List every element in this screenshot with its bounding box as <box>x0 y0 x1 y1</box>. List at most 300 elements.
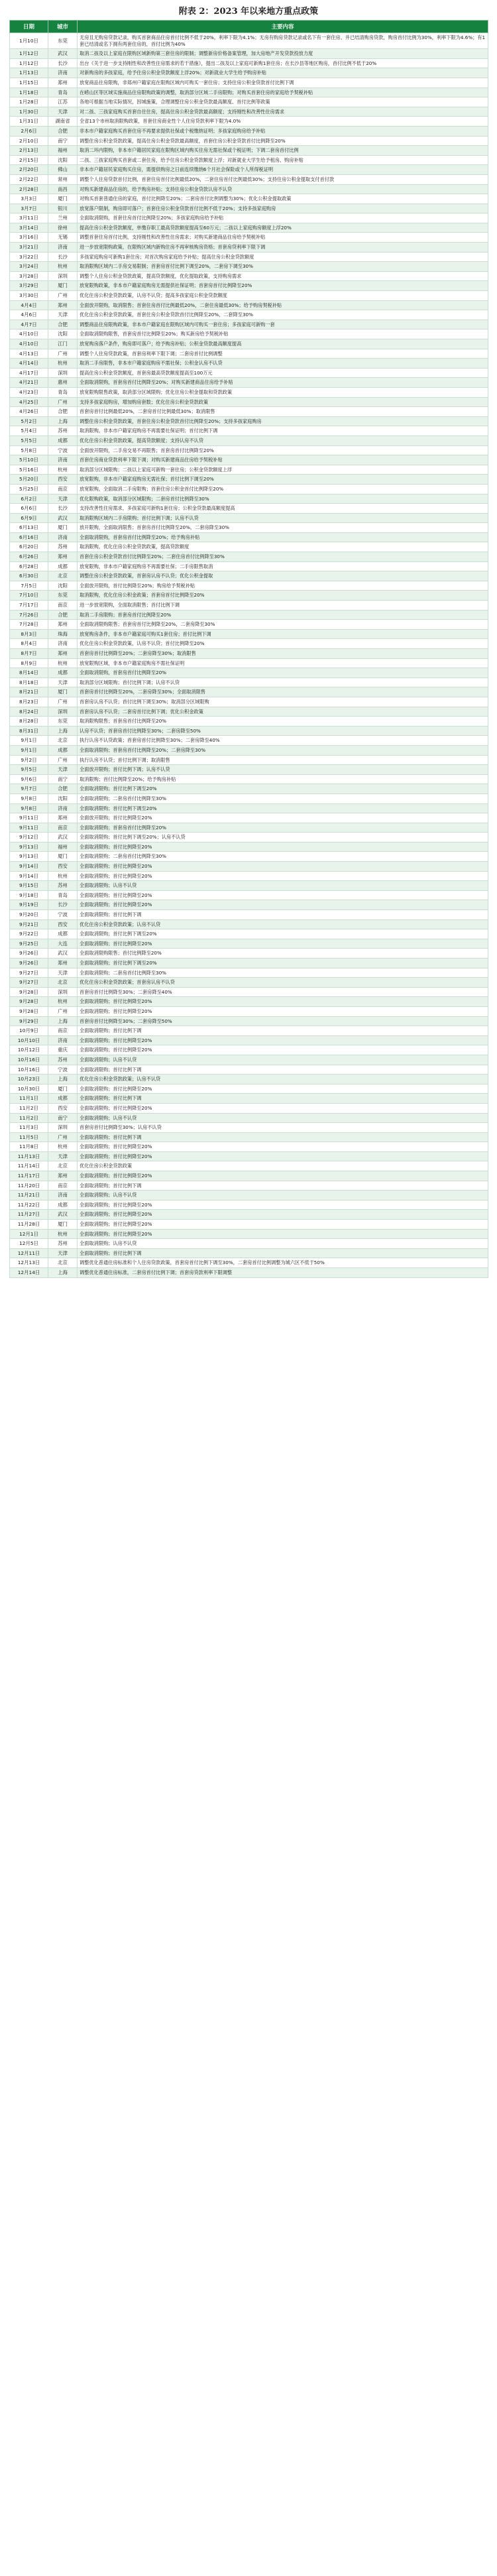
table-row <box>10 1132 488 1142</box>
row-date: 9月28日 <box>10 987 48 997</box>
row-city: 济南 <box>48 639 78 649</box>
table-row <box>10 475 488 485</box>
row-date: 2月6日 <box>10 126 48 136</box>
row-policy-text: 全面取消限购；首付比例下调 <box>78 1026 488 1036</box>
row-city: 长沙 <box>48 252 78 262</box>
table-row <box>10 1220 488 1230</box>
row-city: 南京 <box>48 1181 78 1191</box>
row-policy-text: 全省13个市州取消限购政策，首套住房商业性个人住房贷款利率下限为4.0% <box>78 117 488 127</box>
row-policy-text: 放宽限购政策，非本市户籍家庭购房无需提供社保证明；首套房首付比例降至20% <box>78 281 488 291</box>
row-city: 郑州 <box>48 620 78 630</box>
row-city: 天津 <box>48 765 78 775</box>
table-row <box>10 300 488 310</box>
table-row <box>10 793 488 803</box>
table-row <box>10 571 488 581</box>
row-date: 4月6日 <box>10 310 48 320</box>
table-row <box>10 68 488 78</box>
row-city: 长沙 <box>48 58 78 68</box>
row-city: 西安 <box>48 475 78 485</box>
table-row <box>10 1094 488 1104</box>
row-policy-text: 全面取消限购；首付比例降至20% <box>78 1084 488 1094</box>
table-row <box>10 978 488 988</box>
row-date: 9月28日 <box>10 1006 48 1016</box>
row-city: 武汉 <box>48 1210 78 1220</box>
row-city: 苏州 <box>48 542 78 552</box>
row-policy-text: 优化住房公积金贷款政策，认房不认贷；首付比例降至20% <box>78 639 488 649</box>
row-city: 郑州 <box>48 959 78 968</box>
row-policy-text: 提高住房公积金贷款额度，单缴存职工最高贷款额度提高至60万元；二孩以上家庭购房额度上浮20% <box>78 223 488 233</box>
row-date: 4月10日 <box>10 329 48 339</box>
row-city: 成都 <box>48 668 78 678</box>
row-city: 苏州 <box>48 426 78 436</box>
row-date: 9月27日 <box>10 968 48 978</box>
table-row <box>10 184 488 194</box>
row-city: 成都 <box>48 436 78 445</box>
row-date: 11月5日 <box>10 1132 48 1142</box>
row-city: 福州 <box>48 146 78 156</box>
row-policy-text: 全面取消限购；认房不认贷 <box>78 1191 488 1200</box>
row-city: 厦门 <box>48 523 78 533</box>
row-policy-text: 全面取消限购；首付比例降至20% <box>78 1220 488 1230</box>
row-city: 北京 <box>48 1161 78 1171</box>
row-policy-text: 二孩、三孩家庭购买首套或二套住房，给予住房公积金贷款额度上浮；对新就业大学生给予租房、购房补贴 <box>78 155 488 165</box>
row-date: 9月11日 <box>10 823 48 833</box>
row-policy-text: 对新购房的多孩家庭，给予住房公积金贷款额度上浮20%；对新就业大学生给予购房补贴 <box>78 68 488 78</box>
table-row <box>10 349 488 359</box>
row-city: 湖南省 <box>48 117 78 127</box>
row-policy-text: 进一步放宽限购，全面取消限售；首付比例下调 <box>78 601 488 611</box>
row-city: 广州 <box>48 697 78 707</box>
table-row <box>10 194 488 204</box>
row-date: 1月28日 <box>10 97 48 107</box>
row-city: 厦门 <box>48 281 78 291</box>
row-policy-text: 对二孩、三孩家庭购买首套自住住房，提高住房公积金贷款最高额度；支持刚性和改善性住房需求 <box>78 107 488 117</box>
row-city: 宁波 <box>48 445 78 455</box>
table-row <box>10 310 488 320</box>
row-city: 西安 <box>48 919 78 929</box>
row-city: 济南 <box>48 803 78 813</box>
row-date: 11月14日 <box>10 1161 48 1171</box>
row-date: 8月4日 <box>10 639 48 649</box>
table-row <box>10 1191 488 1200</box>
row-city: 郑州 <box>48 300 78 310</box>
row-date: 10月12日 <box>10 1045 48 1055</box>
row-date: 3月14日 <box>10 223 48 233</box>
row-policy-text: 全面取消限购；首付比例降至20% <box>78 1142 488 1152</box>
table-row <box>10 320 488 329</box>
row-policy-text: 全面放开限购，首付比例降至20%；购房给予契税补贴 <box>78 581 488 591</box>
row-city: 杭州 <box>48 359 78 369</box>
table-row <box>10 629 488 639</box>
table-row <box>10 668 488 678</box>
row-date: 6月16日 <box>10 532 48 542</box>
row-policy-text: 首套房首付比例降至30%；认房不认贷 <box>78 1123 488 1133</box>
row-policy-text: 首套房首付比例最低20%，二套房首付比例最低30%；取消限售 <box>78 407 488 417</box>
row-policy-text: 全面取消限购；首付比例降至20% <box>78 1151 488 1161</box>
row-policy-text: 调整商品住房限购政策，非本市户籍家庭在限购区域内可购买一套住房；多孩家庭可新购一套 <box>78 320 488 329</box>
row-date: 6月6日 <box>10 504 48 514</box>
table-row <box>10 919 488 929</box>
row-date: 4月25日 <box>10 397 48 407</box>
table-row <box>10 291 488 301</box>
row-policy-text: 执行认房不认贷；首付比例下调；取消限售 <box>78 755 488 765</box>
table-row <box>10 890 488 900</box>
table-row <box>10 774 488 784</box>
page-title: 附表 2：2023 年以来地方重点政策 <box>178 7 319 17</box>
row-city: 深圳 <box>48 707 78 717</box>
table-row <box>10 117 488 127</box>
row-policy-text: 全面取消限购；首付比例降至20% <box>78 900 488 910</box>
row-city: 杭州 <box>48 997 78 1007</box>
row-policy-text: 优化限购政策，取消部分区域限购；二套房首付比例降至30% <box>78 494 488 504</box>
row-city: 厦门 <box>48 1084 78 1094</box>
row-policy-text: 取消部分区域限购；二孩以上家庭可新购一套住房；公积金贷款额度上浮 <box>78 465 488 475</box>
table-row <box>10 1035 488 1045</box>
row-date: 10月9日 <box>10 1026 48 1036</box>
row-city: 郑州 <box>48 552 78 562</box>
row-policy-text: 首套房认房不认贷；二套房首付比例下调；优化公积金政策 <box>78 707 488 717</box>
row-date: 9月14日 <box>10 871 48 881</box>
row-city: 郑州 <box>48 649 78 659</box>
table-row <box>10 359 488 369</box>
row-city: 沈阳 <box>48 793 78 803</box>
row-city: 广州 <box>48 755 78 765</box>
table-row <box>10 243 488 253</box>
row-date: 1月12日 <box>10 58 48 68</box>
row-policy-text: 放宽限购限售政策，取消部分区域限购；优化住房公积金提取和贷款政策 <box>78 387 488 397</box>
row-date: 9月8日 <box>10 803 48 813</box>
table-row <box>10 620 488 630</box>
row-city: 武汉 <box>48 513 78 523</box>
row-date: 2月22日 <box>10 174 48 184</box>
row-date: 8月7日 <box>10 649 48 659</box>
table-row <box>10 436 488 445</box>
table-row <box>10 968 488 978</box>
row-policy-text: 全面取消限购；首付比例降至20% <box>78 997 488 1007</box>
row-city: 北京 <box>48 978 78 988</box>
row-city: 武汉 <box>48 49 78 59</box>
row-city: 江门 <box>48 339 78 349</box>
row-policy-text: 全面取消限购；首套房首付比例降至20%；二套房降至30% <box>78 745 488 755</box>
table-row <box>10 707 488 717</box>
row-date: 1月15日 <box>10 78 48 88</box>
table-row <box>10 561 488 571</box>
row-city: 济南 <box>48 68 78 78</box>
row-policy-text: 全面取消限购；首付比例降至20% <box>78 1229 488 1239</box>
row-policy-text: 调整首套住房首付比例，支持刚性和改善性住房需求；对购买新建商品住房给予契税补贴 <box>78 233 488 243</box>
table-row <box>10 1248 488 1258</box>
row-date: 10月30日 <box>10 1084 48 1094</box>
table-row <box>10 1055 488 1065</box>
row-policy-text: 调整个人住房公积金贷款政策，提高贷款额度，优化提取政策，支持购房需求 <box>78 271 488 281</box>
table-row <box>10 997 488 1007</box>
row-date: 6月13日 <box>10 523 48 533</box>
row-date: 9月1日 <box>10 745 48 755</box>
table-row <box>10 1210 488 1220</box>
row-city: 上海 <box>48 1075 78 1084</box>
table-row <box>10 871 488 881</box>
row-policy-text: 全面取消限购，首套房首付比例降至20%；给予购房补贴 <box>78 532 488 542</box>
row-date: 11月27日 <box>10 1210 48 1220</box>
column-header-date: 日期 <box>10 21 48 33</box>
row-date: 4月4日 <box>10 300 48 310</box>
row-city: 江苏 <box>48 97 78 107</box>
row-date: 12月13日 <box>10 1258 48 1268</box>
table-row <box>10 1229 488 1239</box>
row-city: 杭州 <box>48 871 78 881</box>
row-policy-text: 首套房认房不认贷；首付比例下调至30%；取消部分区域限购 <box>78 697 488 707</box>
row-city: 杭州 <box>48 1229 78 1239</box>
row-policy-text: 全面取消限购限售；首套房首付比例降至20%，二套房降至30% <box>78 620 488 630</box>
table-row <box>10 407 488 417</box>
row-date: 5月2日 <box>10 416 48 426</box>
row-date: 3月3日 <box>10 194 48 204</box>
row-date: 4月23日 <box>10 387 48 397</box>
table-row <box>10 58 488 68</box>
row-policy-text: 全面取消限购；二套房首付比例降至30% <box>78 852 488 862</box>
row-policy-text: 放宽购房条件，非本市户籍家庭可购买1套住房；首付比例下调 <box>78 629 488 639</box>
table-row <box>10 881 488 891</box>
row-date: 12月1日 <box>10 1229 48 1239</box>
row-city: 武汉 <box>48 949 78 959</box>
row-policy-text: 全面取消限购，首套房首付比例降至20% <box>78 668 488 678</box>
row-policy-text: 全面取消限购；二套房首付比例降至30% <box>78 793 488 803</box>
row-policy-text: 首套住房公积金贷款首付比例降至20%；二套住房首付比例降至30% <box>78 552 488 562</box>
table-row <box>10 445 488 455</box>
table-row <box>10 397 488 407</box>
row-city: 厦门 <box>48 194 78 204</box>
row-policy-text: 多孩家庭购房可新购1套住房；对首次购房家庭给予补贴；提高住房公积金贷款额度 <box>78 252 488 262</box>
row-city: 天津 <box>48 1151 78 1161</box>
row-policy-text: 取消限购区域内二手房交易限制；首套房首付比例下调至20%，二套房下调至30% <box>78 262 488 272</box>
table-row <box>10 107 488 117</box>
row-city: 东莞 <box>48 33 78 49</box>
row-policy-text: 全面取消限购；首付比例降至20% <box>78 1006 488 1016</box>
table-row <box>10 852 488 862</box>
table-row <box>10 1065 488 1075</box>
table-row <box>10 784 488 794</box>
row-policy-text: 全面取消限购；首付比例下调至20% <box>78 803 488 813</box>
row-date: 9月22日 <box>10 929 48 939</box>
row-policy-text: 出台《关于进一步支持刚性和改善性住房需求的若干措施》，提出二孩及以上家庭可新购1套住房；在长沙县等地区购房，首付比例不低于20% <box>78 58 488 68</box>
row-city: 青岛 <box>48 890 78 900</box>
table-row <box>10 504 488 514</box>
row-city: 北京 <box>48 571 78 581</box>
row-date: 9月1日 <box>10 736 48 746</box>
row-policy-text: 放宽限购，非本市户籍家庭购房无需社保；首付比例下调至20% <box>78 475 488 485</box>
table-row <box>10 1239 488 1249</box>
row-policy-text: 调整住房公积金贷款政策，首套房认房不认贷；优化公积金提取 <box>78 571 488 581</box>
table-row <box>10 987 488 997</box>
row-policy-text: 全面取消限购；首付比例下调 <box>78 1132 488 1142</box>
row-policy-text: 全面取消限购；首付比例降至20% <box>78 939 488 949</box>
table-row <box>10 736 488 746</box>
row-date: 11月2日 <box>10 1113 48 1123</box>
table-row <box>10 126 488 136</box>
table-row <box>10 155 488 165</box>
row-city: 济南 <box>48 243 78 253</box>
row-policy-text: 取消二手房限售，非本市户籍家庭购房不需社保；公积金认房不认贷 <box>78 359 488 369</box>
row-city: 上海 <box>48 726 78 736</box>
row-date: 3月21日 <box>10 243 48 253</box>
row-policy-text: 全面取消限购；二套房首付比例降至30% <box>78 968 488 978</box>
row-date: 3月29日 <box>10 281 48 291</box>
row-city: 天津 <box>48 494 78 504</box>
row-date: 5月8日 <box>10 445 48 455</box>
row-city: 南宁 <box>48 136 78 146</box>
row-date: 6月20日 <box>10 542 48 552</box>
row-policy-text: 取消限购，优化住房公积金贷款政策，提高贷款额度 <box>78 542 488 552</box>
row-date: 11月21日 <box>10 1191 48 1200</box>
row-city: 东莞 <box>48 591 78 601</box>
column-header-content: 主要内容 <box>78 21 488 33</box>
row-policy-text: 全面取消限购；首付比例降至20% <box>78 1200 488 1210</box>
table-row <box>10 959 488 968</box>
row-date: 4月14日 <box>10 359 48 369</box>
table-row <box>10 513 488 523</box>
row-policy-text: 全面放开限购；首付比例下调；认房不认贷 <box>78 765 488 775</box>
row-date: 4月10日 <box>10 339 48 349</box>
row-date: 8月24日 <box>10 707 48 717</box>
table-row <box>10 329 488 339</box>
row-date: 8月28日 <box>10 717 48 727</box>
row-policy-text: 认房不认贷；首套房首付比例降至30%；二套房降至50% <box>78 726 488 736</box>
table-row <box>10 755 488 765</box>
row-date: 7月10日 <box>10 591 48 601</box>
row-date: 7月5日 <box>10 581 48 591</box>
row-policy-text: 全面取消限购；首付比例下调 <box>78 1065 488 1075</box>
table-row <box>10 601 488 611</box>
row-date: 4月7日 <box>10 320 48 329</box>
row-policy-text: 全面取消限购；首付比例下调至20% <box>78 784 488 794</box>
row-city: 宁波 <box>48 910 78 920</box>
row-city: 银川 <box>48 204 78 213</box>
row-date: 10月23日 <box>10 1075 48 1084</box>
row-date: 8月18日 <box>10 677 48 687</box>
row-city: 成都 <box>48 929 78 939</box>
row-city: 厦门 <box>48 852 78 862</box>
table-row <box>10 745 488 755</box>
table-row <box>10 1151 488 1161</box>
row-date: 2月28日 <box>10 184 48 194</box>
row-policy-text: 全面取消限购；首付比例下调至20% <box>78 929 488 939</box>
row-date: 11月2日 <box>10 1103 48 1113</box>
row-policy-text: 取消限购区域内二手房限购；首付比例下调；认房不认贷 <box>78 513 488 523</box>
row-date: 9月19日 <box>10 900 48 910</box>
row-city: 济南 <box>48 1035 78 1045</box>
row-date: 1月13日 <box>10 68 48 78</box>
row-date: 2月13日 <box>10 146 48 156</box>
row-date: 7月26日 <box>10 610 48 620</box>
row-date: 8月23日 <box>10 697 48 707</box>
table-row <box>10 900 488 910</box>
row-policy-text: 全面取消限购；首付比例下调 <box>78 1248 488 1258</box>
table-row <box>10 1161 488 1171</box>
row-city: 南京 <box>48 1026 78 1036</box>
row-city: 东莞 <box>48 717 78 727</box>
row-city: 杭州 <box>48 262 78 272</box>
row-date: 9月5日 <box>10 765 48 775</box>
row-city: 广州 <box>48 1006 78 1016</box>
row-date: 4月26日 <box>10 407 48 417</box>
row-date: 3月22日 <box>10 252 48 262</box>
row-city: 合肥 <box>48 407 78 417</box>
row-city: 深圳 <box>48 1123 78 1133</box>
table-row <box>10 455 488 465</box>
row-city: 南京 <box>48 823 78 833</box>
row-city: 杭州 <box>48 658 78 668</box>
row-date: 8月31日 <box>10 726 48 736</box>
row-city: 厦门 <box>48 1220 78 1230</box>
table-row <box>10 465 488 475</box>
table-row <box>10 1123 488 1133</box>
row-policy-text: 取消二环内限购，非本市户籍居民家庭在限购区域内购买住房无需社保或个税证明；下调二套房首付比例 <box>78 146 488 156</box>
table-header-row <box>10 21 488 33</box>
row-date: 11月13日 <box>10 1151 48 1161</box>
row-date: 9月11日 <box>10 813 48 823</box>
row-date: 9月25日 <box>10 939 48 949</box>
row-date: 9月29日 <box>10 1016 48 1026</box>
table-row <box>10 146 488 156</box>
table-row <box>10 1171 488 1181</box>
row-date: 9月15日 <box>10 881 48 891</box>
table-row <box>10 581 488 591</box>
table-row <box>10 33 488 49</box>
column-header-city: 城市 <box>48 21 78 33</box>
row-policy-text: 全面取消限购；首付比例下调至20% <box>78 959 488 968</box>
table-row <box>10 88 488 97</box>
row-policy-text: 对购买新建商品住房的，给予购房补贴；支持住房公积金贷款认房不认贷 <box>78 184 488 194</box>
table-row <box>10 949 488 959</box>
table-row <box>10 339 488 349</box>
table-body <box>10 33 488 1278</box>
table-row <box>10 1258 488 1268</box>
page <box>0 0 497 1285</box>
row-date: 1月31日 <box>10 117 48 127</box>
row-city: 成都 <box>48 1200 78 1210</box>
row-city: 徐州 <box>48 223 78 233</box>
table-row <box>10 862 488 872</box>
row-date: 5月10日 <box>10 455 48 465</box>
row-policy-text: 放宽限购，全面取消二手房限购；首套住房公积金首付比例降至20% <box>78 484 488 494</box>
row-policy-text: 优化住房公积金贷款政策；认房不认贷 <box>78 919 488 929</box>
table-row <box>10 697 488 707</box>
table-row <box>10 494 488 504</box>
table-row <box>10 165 488 175</box>
row-city: 北京 <box>48 736 78 746</box>
row-city: 长沙 <box>48 900 78 910</box>
table-row <box>10 368 488 378</box>
row-policy-text: 放宽限购，非本市户籍家庭购房不再需要社保；二手房限售取消 <box>78 561 488 571</box>
row-policy-text: 全面取消限购；首付比例降至20% <box>78 890 488 900</box>
table-row <box>10 939 488 949</box>
row-policy-text: 非本市户籍家庭购买首套住房不再要求提供社保或个税缴纳证明；多孩家庭购房给予补贴 <box>78 126 488 136</box>
table-row <box>10 281 488 291</box>
table-row <box>10 803 488 813</box>
row-city: 西安 <box>48 1103 78 1113</box>
row-policy-text: 进一步放宽限购政策，在限购区域内新购住房不再审核购房资格；首套房贷利率下限下调 <box>78 243 488 253</box>
row-city: 广州 <box>48 349 78 359</box>
row-date: 8月9日 <box>10 658 48 668</box>
row-date: 11月28日 <box>10 1220 48 1230</box>
row-policy-text: 全面取消限购；首付比例下调至20%；认房不认贷 <box>78 833 488 843</box>
row-date: 9月6日 <box>10 774 48 784</box>
row-city: 天津 <box>48 677 78 687</box>
row-city: 合肥 <box>48 784 78 794</box>
row-city: 济南 <box>48 455 78 465</box>
row-city: 大连 <box>48 939 78 949</box>
row-date: 6月30日 <box>10 571 48 581</box>
